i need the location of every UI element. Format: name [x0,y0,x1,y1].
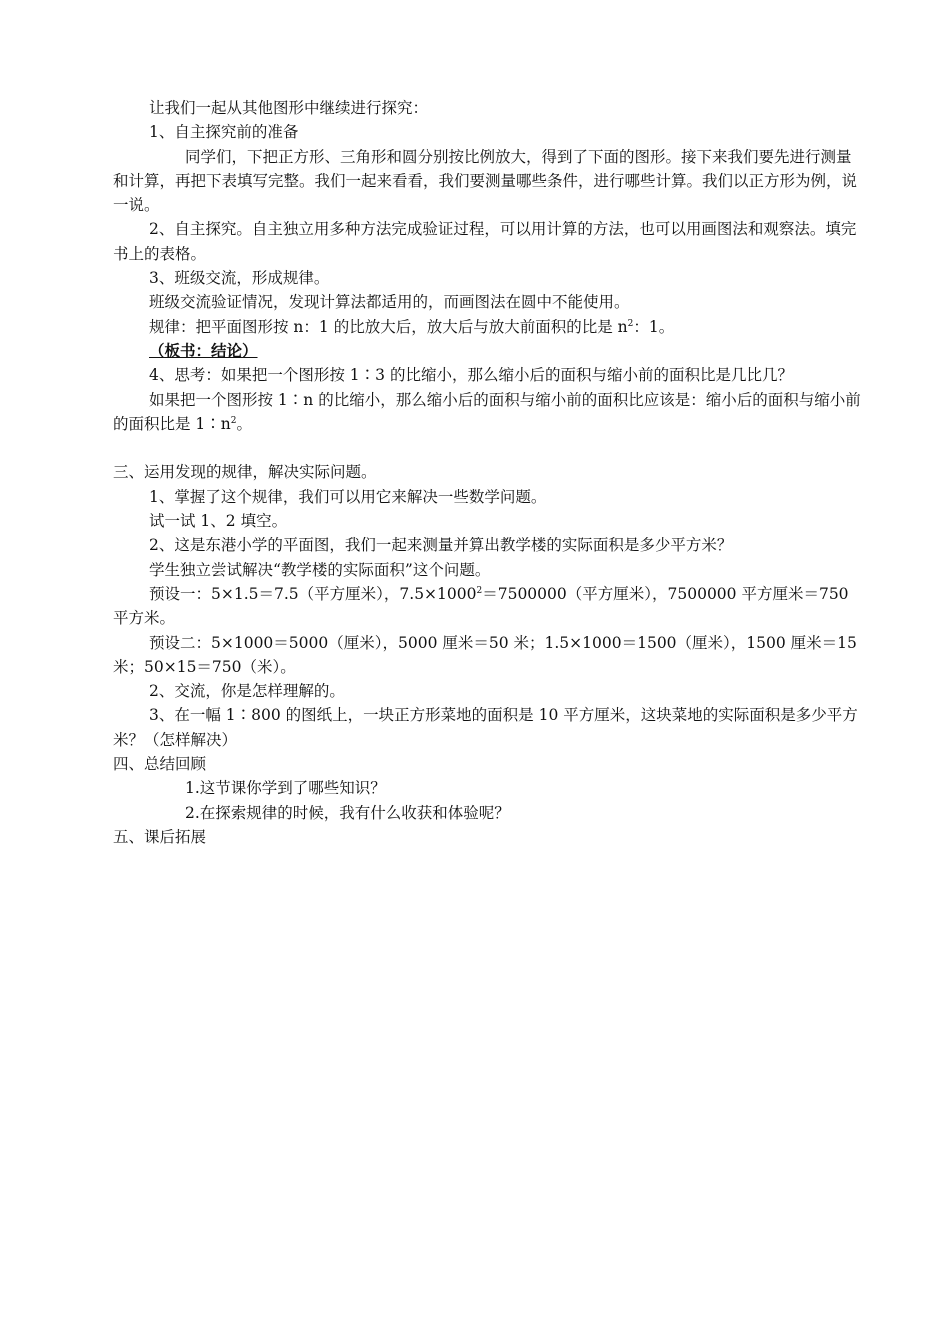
paragraph-preparation: 同学们，下把正方形、三角形和圆分别按比例放大，得到了下面的图形。接下来我们要先进行测量和计算，再把下表填写完整。我们一起来看看，我们要测量哪些条件，进行哪些计算。我们以正方形为例，说一说。 [113,147,858,215]
preset-one [113,582,863,631]
rule-text: 规律：把平面图形按 n：1 的比放大后，放大后与放大前面积的比是 n [149,317,628,336]
section-4-heading: 四、总结回顾 [113,755,207,774]
section-3-item-3: 3、在一幅 1∶800 的图纸上，一块正方形菜地的面积是 10 平方厘米，这块菜地的实际面积是多少平方米？（怎样解决） [113,706,858,749]
section-3-item-1: 1、掌握了这个规律，我们可以用它来解决一些数学问题。 [149,487,547,506]
paragraph-class-exchange: 班级交流验证情况，发现计算法都适用的，而画图法在圆中不能使用。 [149,293,630,312]
paragraph-intro: 让我们一起从其他图形中继续进行探究： [149,99,429,117]
board-note [113,339,863,363]
section-4-item-2: 2.在探索规律的时候，我有什么收获和体验呢？ [185,803,510,822]
paragraph-rule [113,315,863,339]
blank-line [113,436,863,460]
document-body [113,96,863,849]
section-3-student-attempt: 学生独立尝试解决“教学楼的实际面积”这个问题。 [149,560,491,579]
shrink-rule-exponent: 2 [230,415,237,426]
step-2-paragraph: 2、自主探究。自主独立用多种方法完成验证过程，可以用计算的方法，也可以用画图法和观察法。填完书上的表格。 [113,220,857,263]
preset-one-text-end: ＝7500000（平方厘米），7500000 平方厘米＝750 平方米。 [113,584,849,628]
shrink-rule-end: 。 [236,414,253,433]
section-3-item-2: 2、这是东港小学的平面图，我们一起来测量并算出教学楼的实际面积是多少平方米？ [149,536,733,555]
rule-exponent: 2 [627,318,634,329]
shrink-rule-text: 如果把一个图形按 1∶n 的比缩小，那么缩小后的面积与缩小前的面积比应该是：缩小后的面积与缩小前的面积比是 1∶n [113,390,861,433]
section-5-heading: 五、课后拓展 [113,827,207,846]
preset-one-text: 预设一：5×1.5＝7.5（平方厘米），7.5×1000 [149,584,477,603]
section-3-heading: 三、运用发现的规律，解决实际问题。 [113,463,377,482]
step-1-heading: 1、自主探究前的准备 [149,123,299,142]
step-4-paragraph: 4、思考：如果把一个图形按 1∶3 的比缩小，那么缩小后的面积与缩小前的面积比是几比几？ [149,366,793,385]
section-4-item-1: 1.这节课你学到了哪些知识？ [185,779,386,798]
preset-two: 预设二：5×1000＝5000（厘米），5000 厘米＝50 米；1.5×1000＝1500（厘米），1500 厘米＝15 米；50×15＝750（米）。 [113,633,857,676]
section-3-try: 试一试 1、2 填空。 [149,512,288,531]
preset-one-exponent: 2 [476,585,483,596]
section-3-exchange: 2、交流，你是怎样理解的。 [149,682,345,701]
rule-text-end: ：1。 [633,317,675,336]
paragraph-shrink-rule [113,388,863,437]
step-3-heading: 3、班级交流，形成规律。 [149,269,330,288]
board-note-text: （板书：结论） [149,340,258,360]
